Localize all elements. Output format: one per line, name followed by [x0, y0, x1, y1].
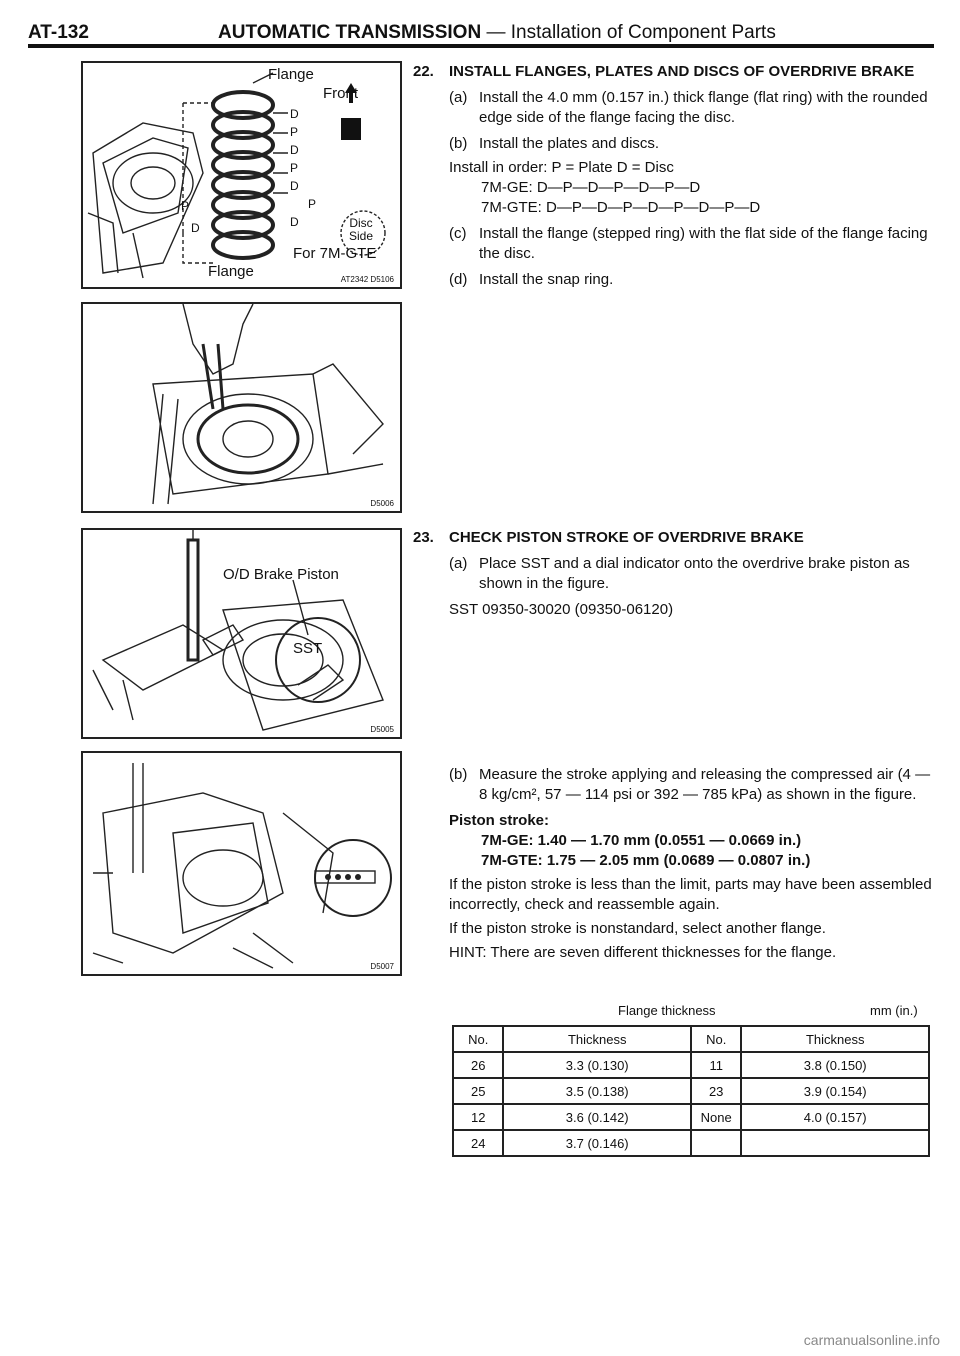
snap-ring-drawing	[83, 304, 400, 511]
table-cell: 26	[453, 1052, 503, 1078]
label-flange-top: Flange	[268, 66, 314, 83]
figure-air-gun	[81, 751, 402, 976]
note-limit: If the piston stroke is less than the limit, parts may have been assembled incorrectly, check and reassemble again.	[449, 876, 932, 913]
table-cell: 3.6 (0.142)	[503, 1104, 691, 1130]
table-caption: Flange thickness	[618, 1003, 716, 1018]
label-side: Side	[349, 229, 374, 243]
step-22-a	[449, 88, 933, 128]
flange-thickness-table	[452, 1025, 930, 1157]
step-number: 23.	[413, 529, 434, 546]
label-plate-2: P	[290, 125, 299, 139]
label-for-gte: For 7M-GTE	[293, 245, 377, 262]
table-cell: 3.5 (0.138)	[503, 1078, 691, 1104]
step-23-a	[449, 554, 933, 594]
section-name: AUTOMATIC TRANSMISSION	[218, 22, 482, 43]
header-cell: Thickness	[503, 1026, 691, 1052]
label-disc-side	[349, 217, 373, 243]
table-cell: 3.9 (0.154)	[741, 1078, 929, 1104]
stroke-label: Piston stroke:	[449, 812, 550, 829]
stroke-gte: 7M-GTE: 1.75 — 2.05 mm (0.0689 — 0.0807 in.)	[481, 852, 811, 869]
step-23-b	[449, 765, 933, 805]
sub-tag: (a)	[449, 89, 468, 106]
table-cell: 24	[453, 1130, 503, 1156]
figure-code: D5006	[370, 499, 394, 508]
figure-code: D5007	[370, 962, 394, 971]
table-header-row	[453, 1026, 929, 1052]
label-side-p: P	[181, 199, 190, 213]
table-cell: 3.7 (0.146)	[503, 1130, 691, 1156]
label-plate-5: D	[290, 179, 299, 193]
step-22-b	[449, 134, 933, 154]
step-title: CHECK PISTON STROKE OF OVERDRIVE BRAKE	[449, 529, 804, 546]
order-label: Install in order: P = Plate D = Disc	[449, 159, 674, 176]
sub-text: Install the flange (stepped ring) with the flat side of the flange facing the disc.	[479, 225, 928, 262]
label-flange-bottom: Flange	[208, 263, 254, 280]
step-number: 22.	[413, 63, 434, 80]
sub-text: Place SST and a dial indicator onto the overdrive brake piston as shown in the figure.	[479, 555, 910, 592]
sub-tag: (a)	[449, 555, 468, 572]
table-row	[453, 1052, 929, 1078]
table-cell: None	[691, 1104, 741, 1130]
header-cell: No.	[453, 1026, 503, 1052]
watermark: carmanualsonline.info	[803, 1332, 940, 1348]
label-od-brake-piston: O/D Brake Piston	[223, 566, 339, 583]
air-gun-drawing	[83, 753, 400, 974]
step-23	[413, 528, 933, 620]
table-cell: 3.8 (0.150)	[741, 1052, 929, 1078]
label-plate-4: P	[290, 161, 299, 175]
table-cell: 4.0 (0.157)	[741, 1104, 929, 1130]
stroke-ge: 7M-GE: 1.40 — 1.70 mm (0.0551 — 0.0669 in.)	[481, 832, 802, 849]
page-header	[28, 22, 934, 48]
sub-text: Install the 4.0 mm (0.157 in.) thick flange (flat ring) with the rounded edge side of the flange facing the disc.	[479, 89, 928, 126]
table-row	[453, 1078, 929, 1104]
label-plate-6: P	[308, 197, 317, 211]
subsection-name: Installation of Component Parts	[510, 22, 776, 43]
table-cell	[741, 1130, 929, 1156]
table-cell	[691, 1130, 741, 1156]
sub-tag: (c)	[449, 225, 467, 242]
sub-tag: (b)	[449, 766, 468, 783]
table-row	[453, 1130, 929, 1156]
order-ge: 7M-GE: D—P—D—P—D—P—D	[481, 179, 701, 196]
step-22-c	[449, 224, 933, 264]
figure-snap-ring	[81, 302, 402, 513]
table-cell: 12	[453, 1104, 503, 1130]
dial-indicator-drawing	[83, 530, 400, 737]
order-gte: 7M-GTE: D—P—D—P—D—P—D—P—D	[481, 199, 761, 216]
table-cell: 11	[691, 1052, 741, 1078]
step-23-heading	[413, 528, 933, 548]
sub-tag: (d)	[449, 271, 468, 288]
step-23-b-block	[413, 765, 933, 963]
step-title: INSTALL FLANGES, PLATES AND DISCS OF OVERDRIVE BRAKE	[449, 63, 915, 80]
page-code: AT-132	[28, 22, 89, 43]
sub-text: Install the snap ring.	[479, 271, 614, 288]
table-cell: 25	[453, 1078, 503, 1104]
table-cell: 3.3 (0.130)	[503, 1052, 691, 1078]
sub-tag: (b)	[449, 135, 468, 152]
header-cell: Thickness	[741, 1026, 929, 1052]
table-units: mm (in.)	[870, 1003, 918, 1018]
table-cell: 23	[691, 1078, 741, 1104]
label-plate-7: D	[290, 215, 299, 229]
label-disc: Disc	[349, 216, 373, 230]
label-plate-1: D	[290, 107, 299, 121]
figure-code: AT2342 D5106	[340, 275, 394, 284]
sub-text: Measure the stroke applying and releasing the compressed air (4 — 8 kg/cm², 57 — 114 psi or 392 — 785 kPa) as shown in the figure.	[479, 766, 931, 803]
table-row	[453, 1104, 929, 1130]
header-dash: —	[486, 22, 506, 43]
label-front: Front	[323, 85, 359, 102]
step-22-d	[449, 270, 933, 290]
header-title	[218, 22, 776, 44]
sst-number: SST 09350-30020 (09350-06120)	[449, 601, 674, 618]
step-22-heading	[413, 62, 933, 82]
sub-text: Install the plates and discs.	[479, 135, 660, 152]
figure-dial-indicator	[81, 528, 402, 739]
note-nonstandard: If the piston stroke is nonstandard, select another flange.	[449, 920, 826, 937]
step-22	[413, 62, 933, 290]
label-plate-3: D	[290, 143, 299, 157]
header-cell: No.	[691, 1026, 741, 1052]
label-sst: SST	[293, 640, 323, 657]
figure-flange-stack	[81, 61, 402, 289]
hint: HINT: There are seven different thicknesses for the flange.	[449, 944, 837, 961]
label-side-d: D	[191, 221, 200, 235]
figure-code: D5005	[370, 725, 394, 734]
